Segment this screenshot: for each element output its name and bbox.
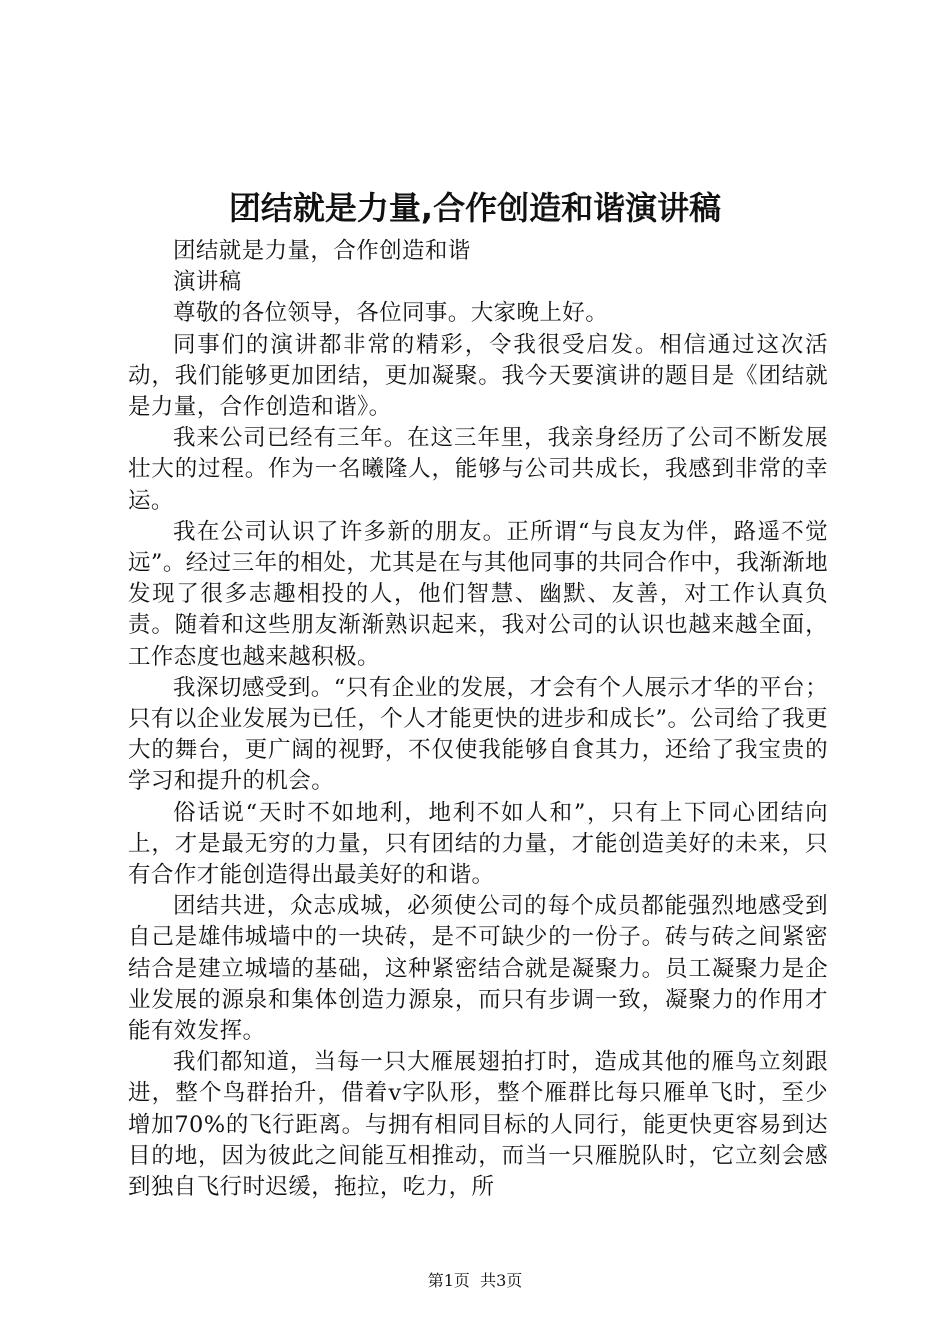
page-footer [0,1270,950,1292]
paragraph-greeting: 尊敬的各位领导，各位同事。大家晚上好。 [173,300,609,327]
paragraph: 同事们的演讲都非常的精彩，令我很受启发。相信通过这次活动，我们能够更加团结，更加凝聚。我今天要演讲的题目是《团结就是力量，合作创造和谐》。 [128,331,828,421]
page-number: 第1页 [427,1271,470,1290]
document-title: 团结就是力量,合作创造和谐演讲稿 [228,189,722,227]
paragraph: 我来公司已经有三年。在这三年里，我亲身经历了公司不断发展壮大的过程。作为一名曦隆人，能够与公司共成长，我感到非常的幸运。 [128,425,828,514]
paragraph: 俗话说“天时不如地利，地利不如人和”，只有上下同心团结向上，才是最无穷的力量，只有团结的力量，才能创造美好的未来，只有合作才能创造得出最美好的和谐。 [128,799,828,889]
page-total: 共3页 [480,1271,523,1290]
paragraph: 我深切感受到。“只有企业的发展，才会有个人展示才华的平台；只有以企业发展为已任，个人才能更快的进步和成长”。公司给了我更大的舞台，更广阔的视野，不仅使我能够自食其力，还给了我宝贵的学习和提升的机会。 [128,674,828,795]
paragraph: 我们都知道，当每一只大雁展翅拍打时，造成其他的雁鸟立刻跟进，整个鸟群抬升，借着v字队形，整个雁群比每只雁单飞时，至少增加70%的飞行距离。与拥有相同目标的人同行，能更快更容易到达目的地，因为彼此之间能互相推动，而当一只雁脱队时，它立刻会感到独自飞行时迟缓，拖拉，吃力，所 [128,1049,828,1201]
paragraph: 我在公司认识了许多新的朋友。正所谓“与良友为伴，路遥不觉远”。经过三年的相处，尤其是在与其他同事的共同合作中，我渐渐地发现了很多志趣相投的人，他们智慧、幽默、友善，对工作认真负责。随着和这些朋友渐渐熟识起来，我对公司的认识也越来越全面，工作态度也越来越积极。 [128,518,828,670]
paragraph-subtitle-cont: 演讲稿 [173,269,242,296]
document-body [128,236,828,1203]
paragraph: 团结共进，众志成城，必须使公司的每个成员都能强烈地感受到自己是雄伟城墙中的一块砖，是不可缺少的一份子。砖与砖之间紧密结合是建立城墙的基础，这种紧密结合就是凝聚力。员工凝聚力是企业发展的源泉和集体创造力源泉，而只有步调一致，凝聚力的作用才能有效发挥。 [128,893,828,1045]
paragraph-subtitle: 团结就是力量，合作创造和谐 [173,238,471,264]
